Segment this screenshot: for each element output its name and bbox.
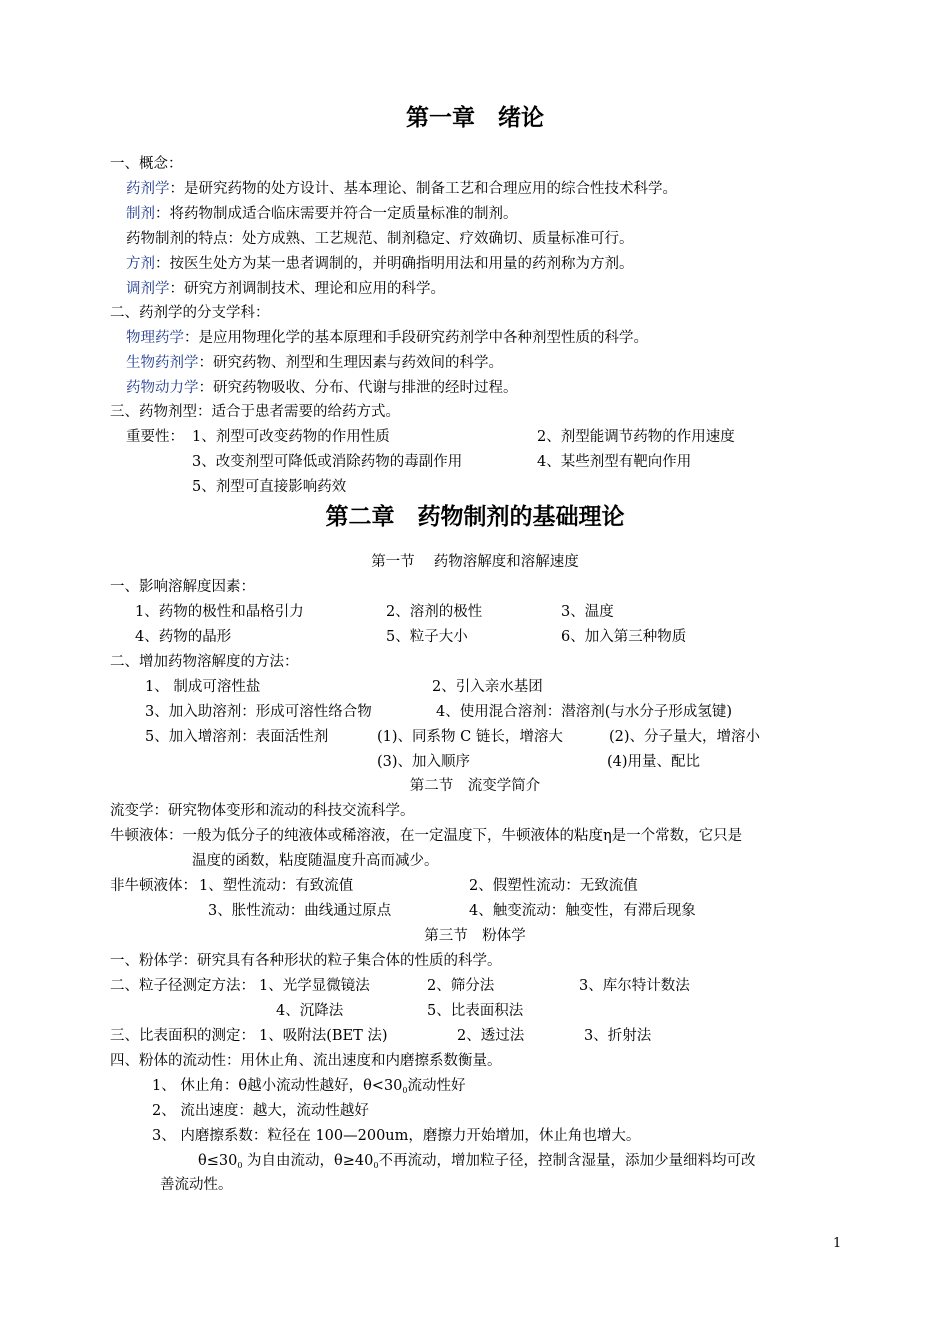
definition-line xyxy=(126,204,518,224)
surface-area-method: 1、吸附法(BET 法) xyxy=(259,1028,388,1044)
solubility-factors-heading: 一、影响溶解度因素： xyxy=(110,579,255,595)
non-newtonian-label: 非牛顿液体： xyxy=(110,878,197,894)
section-dosage-forms-heading: 三、药物剂型：适合于患者需要的给药方式。 xyxy=(110,404,400,420)
method-item: 5、加入增溶剂：表面活性剂 xyxy=(145,729,329,745)
importance-item: 5、剂型可直接影响药效 xyxy=(192,479,347,495)
importance-item: 2、剂型能调节药物的作用速度 xyxy=(537,429,735,445)
definition-text: ：是研究药物的处方设计、基本理论、制备工艺和合理应用的综合性技术科学。 xyxy=(169,181,677,197)
definition-line xyxy=(126,254,634,274)
page-number: 1 xyxy=(833,1236,842,1251)
branch-line xyxy=(126,328,648,348)
method-item: 4、使用混合溶剂：潜溶剂(与水分子形成氢键) xyxy=(436,704,733,720)
definition-line xyxy=(126,229,634,249)
definition-text: ：研究药物吸收、分布、代谢与排泄的经时过程。 xyxy=(198,380,518,396)
term: 药物动力学 xyxy=(126,380,199,396)
flow-text: 1、 休止角：θ越小流动性越好，θ<30 xyxy=(152,1078,403,1094)
note-text: 为自由流动，θ≥40 xyxy=(242,1153,374,1169)
section-3-title: 第三节 粉体学 xyxy=(424,928,526,944)
definition-text: 药物制剂的特点：处方成熟、工艺规范、制剂稳定、疗效确切、质量标准可行。 xyxy=(126,231,634,247)
particle-size-method: 5、比表面积法 xyxy=(427,1003,524,1019)
degree-superscript: 0 xyxy=(237,1161,243,1170)
rheology-definition: 流变学：研究物体变形和流动的科技交流科学。 xyxy=(110,803,415,819)
newtonian-fluid-line-1: 牛顿液体：一般为低分子的纯液体或稀溶液，在一定温度下，牛顿液体的粘度η是一个常数，它只是 xyxy=(110,828,743,844)
method-subitem: (4)用量、配比 xyxy=(607,754,701,770)
term: 生物药剂学 xyxy=(126,355,199,371)
surface-area-method: 2、透过法 xyxy=(457,1028,525,1044)
definition-text: ：研究方剂调制技术、理论和应用的科学。 xyxy=(169,281,445,297)
note-text: θ≤30 xyxy=(198,1153,238,1169)
particle-size-method: 2、筛分法 xyxy=(427,978,495,994)
definition-text: ：按医生处方为某一患者调制的，并明确指明用法和用量的药剂称为方剂。 xyxy=(155,256,634,272)
factor-item: 2、溶剂的极性 xyxy=(386,604,483,620)
method-item: 1、 制成可溶性盐 xyxy=(145,679,261,695)
method-subitem: (3)、加入顺序 xyxy=(377,754,471,770)
method-item: 2、引入亲水基团 xyxy=(432,679,543,695)
particle-size-method: 1、光学显微镜法 xyxy=(259,978,370,994)
importance-item: 1、剂型可改变药物的作用性质 xyxy=(192,429,390,445)
term: 方剂 xyxy=(126,256,155,272)
powder-science-definition: 一、粉体学：研究具有各种形状的粒子集合体的性质的科学。 xyxy=(110,953,502,969)
factor-item: 6、加入第三种物质 xyxy=(561,629,687,645)
method-item: 3、加入助溶剂：形成可溶性络合物 xyxy=(145,704,372,720)
flow-type-item: 1、塑性流动：有致流值 xyxy=(199,878,354,894)
method-subitem: (2)、分子量大，增溶小 xyxy=(609,729,761,745)
chapter-2-title: 第二章 药物制剂的基础理论 xyxy=(325,503,625,530)
definition-line xyxy=(126,279,445,299)
powder-flowability-heading: 四、粉体的流动性：用休止角、流出速度和内磨擦系数衡量。 xyxy=(110,1053,502,1069)
section-branches-heading: 二、药剂学的分支学科： xyxy=(110,305,270,321)
factor-item: 3、温度 xyxy=(561,604,614,620)
factor-item: 4、药物的晶形 xyxy=(135,629,232,645)
solubility-methods-heading: 二、增加药物溶解度的方法： xyxy=(110,654,299,670)
section-concepts-heading: 一、概念： xyxy=(110,156,183,172)
degree-superscript: 0 xyxy=(402,1086,408,1095)
flow-type-item: 2、假塑性流动：无致流值 xyxy=(469,878,638,894)
flow-note-line-1 xyxy=(198,1151,755,1173)
section-2-title: 第二节 流变学简介 xyxy=(409,778,541,794)
definition-text: ：将药物制成适合临床需要并符合一定质量标准的制剂。 xyxy=(155,206,518,222)
section-1-title: 第一节 药物溶解度和溶解速度 xyxy=(371,554,579,570)
flow-item-outflow-speed: 2、 流出速度：越大，流动性越好 xyxy=(152,1103,369,1119)
definition-text: ：研究药物、剂型和生理因素与药效间的科学。 xyxy=(198,355,503,371)
importance-item: 3、改变剂型可降低或消除药物的毒副作用 xyxy=(192,454,463,470)
degree-superscript: 0 xyxy=(373,1161,379,1170)
branch-line xyxy=(126,353,503,373)
importance-label: 重要性： xyxy=(126,429,184,445)
newtonian-fluid-line-2: 温度的函数，粘度随温度升高而减少。 xyxy=(192,853,439,869)
importance-item: 4、某些剂型有靶向作用 xyxy=(537,454,692,470)
method-subitem: (1)、同系物 C 链长，增溶大 xyxy=(377,729,563,745)
definition-line xyxy=(126,179,677,199)
surface-area-label: 三、比表面积的测定： xyxy=(110,1028,255,1044)
flow-note-line-2: 善流动性。 xyxy=(160,1177,233,1193)
term: 药剂学 xyxy=(126,181,170,197)
flow-item-angle-of-repose xyxy=(152,1076,466,1098)
term: 物理药学 xyxy=(126,330,184,346)
term: 调剂学 xyxy=(126,281,170,297)
term: 制剂 xyxy=(126,206,155,222)
particle-size-method: 4、沉降法 xyxy=(276,1003,344,1019)
factor-item: 1、药物的极性和晶格引力 xyxy=(135,604,304,620)
definition-text: ：是应用物理化学的基本原理和手段研究药剂学中各种剂型性质的科学。 xyxy=(184,330,648,346)
flow-type-item: 4、触变流动：触变性，有滞后现象 xyxy=(469,903,696,919)
flow-type-item: 3、胀性流动：曲线通过原点 xyxy=(208,903,392,919)
flow-item-friction: 3、 内磨擦系数：粒径在 100—200um，磨擦力开始增加，休止角也增大。 xyxy=(152,1128,641,1144)
surface-area-method: 3、折射法 xyxy=(584,1028,652,1044)
branch-line xyxy=(126,378,518,398)
factor-item: 5、粒子大小 xyxy=(386,629,468,645)
note-text: 不再流动，增加粒子径，控制含湿量，添加少量细料均可改 xyxy=(378,1153,756,1169)
particle-size-method: 3、库尔特计数法 xyxy=(579,978,690,994)
particle-size-label: 二、粒子径测定方法： xyxy=(110,978,255,994)
chapter-1-title: 第一章 绪论 xyxy=(406,104,544,131)
flow-text: 流动性好 xyxy=(407,1078,466,1094)
